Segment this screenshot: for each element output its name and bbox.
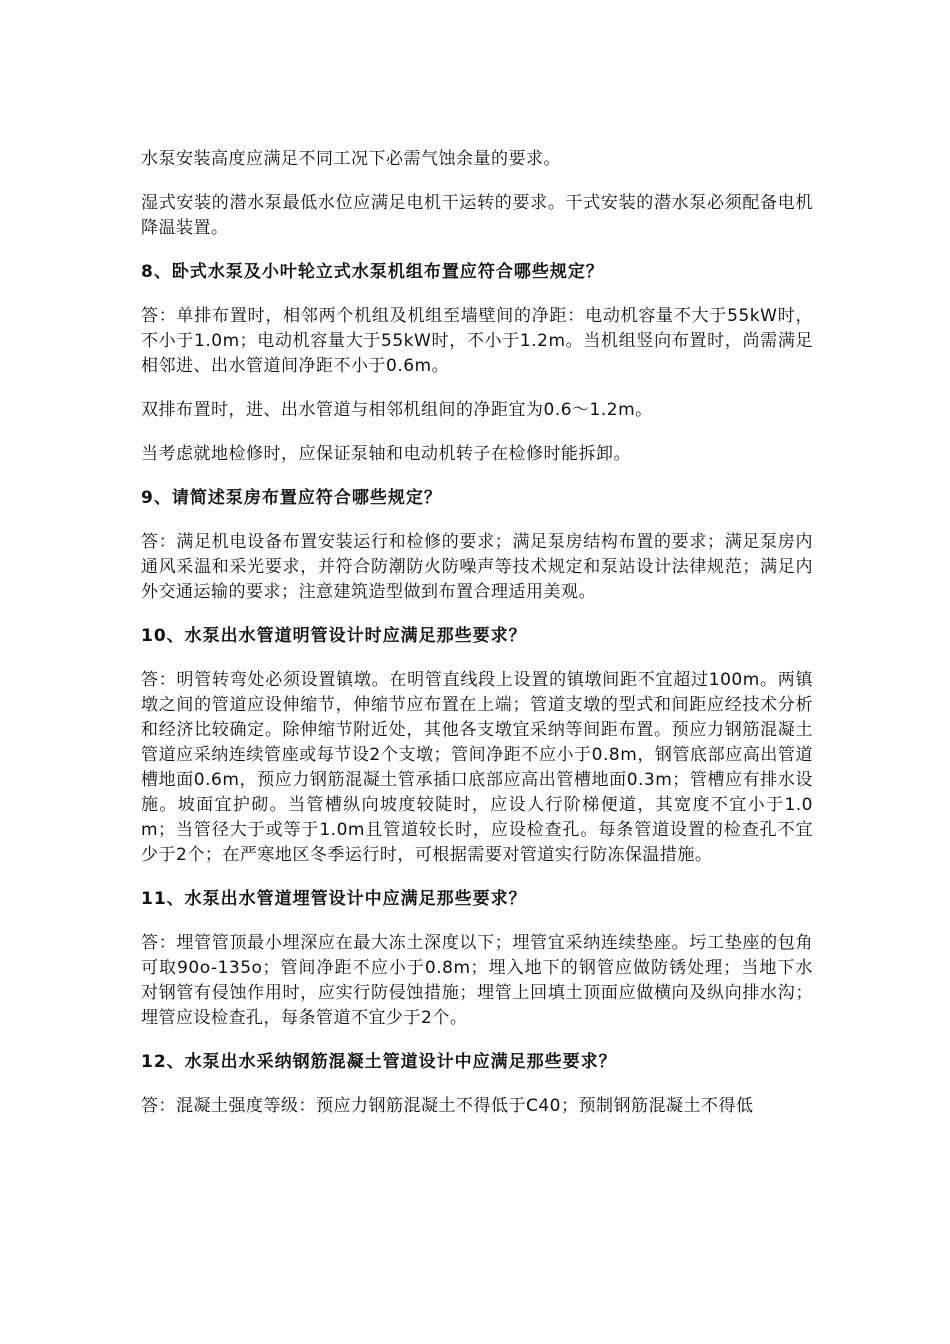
answer-paragraph-11: 答：埋管管顶最小埋深应在最大冻土深度以下；埋管宜采纳连续垫座。圬工垫座的包角可取90o-135o；管间净距不应小于0.8m；埋入地下的钢管应做防锈处理；当地下水对钢管有侵蚀作用时，应实行防侵蚀措施；埋管上回填土顶面应做横向及纵向排水沟；埋管应设检查孔，每条管道不宜少于2个。 <box>141 933 813 1028</box>
answer-paragraph-8c: 当考虑就地检修时，应保证泵轴和电动机转子在检修时能拆卸。 <box>141 444 631 464</box>
answer-paragraph-9: 答：满足机电设备布置安装运行和检修的要求；满足泵房结构布置的要求；满足泵房内通风采温和采光要求，并符合防潮防火防噪声等技术规定和泵站设计法律规范；满足内外交通运输的要求；注意建筑造型做到布置合理适用美观。 <box>141 532 813 602</box>
question-heading-10: 10、水泵出水管道明管设计时应满足那些要求？ <box>141 626 527 646</box>
answer-paragraph-10: 答：明管转弯处必须设置镇墩。在明管直线段上设置的镇墩间距不宜超过100m。两镇墩之间的管道应设伸缩节，伸缩节应布置在上端；管道支墩的型式和间距应经技术分析和经济比较确定。除伸缩节附近处，其他各支墩宜采纳等间距布置。预应力钢筋混凝土管道应采纳连续管座或每节设2个支墩；管间净距不应小于0.8m，钢管底部应高出管道槽地面0.6m，预应力钢筋混凝土管承插口底部应高出管槽地面0.3m；管槽应有排水设施。坡面宜护砌。当管槽纵向坡度较陡时，应设人行阶梯便道，其宽度不宜小于1.0m；当管径大于或等于1.0m且管道较长时，应设检查孔。每条管道设置的检查孔不宜少于2个；在严寒地区冬季运行时，可根据需要对管道实行防冻保温措施。 <box>141 670 813 865</box>
document-body <box>141 147 813 1138</box>
question-heading-12: 12、水泵出水采纳钢筋混凝土管道设计中应满足那些要求？ <box>141 1052 617 1072</box>
question-heading-9: 9、请简述泵房布置应符合哪些规定？ <box>141 488 442 508</box>
question-heading-11: 11、水泵出水管道埋管设计中应满足那些要求？ <box>141 889 527 909</box>
paragraph-submersible-pump: 湿式安装的潜水泵最低水位应满足电机干运转的要求。干式安装的潜水泵必须配备电机降温装置。 <box>141 193 813 238</box>
paragraph-pump-height: 水泵安装高度应满足不同工况下必需气蚀余量的要求。 <box>141 149 561 169</box>
answer-paragraph-8b: 双排布置时，进、出水管道与相邻机组间的净距宜为0.6～1.2m。 <box>141 400 653 420</box>
question-heading-8: 8、卧式水泵及小叶轮立式水泵机组布置应符合哪些规定？ <box>141 262 604 282</box>
answer-paragraph-8a: 答：单排布置时，相邻两个机组及机组至墙壁间的净距：电动机容量不大于55kW时，不小于1.0m；电动机容量大于55kW时，不小于1.2m。当机组竖向布置时，尚需满足相邻进、出水管道间净距不小于0.6m。 <box>141 306 813 376</box>
answer-paragraph-12: 答：混凝土强度等级：预应力钢筋混凝土不得低于C40；预制钢筋混凝土不得低 <box>141 1096 754 1116</box>
